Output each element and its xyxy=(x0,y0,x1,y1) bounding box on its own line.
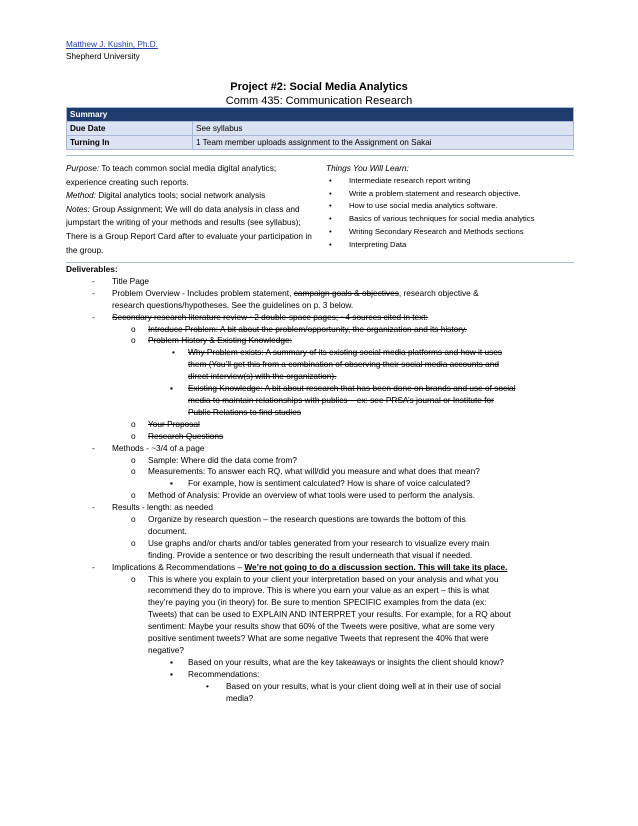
square-marker: ▪ xyxy=(170,656,173,667)
list-item xyxy=(66,443,574,455)
purpose-label: Purpose: xyxy=(66,163,100,173)
circle-marker: o xyxy=(131,466,136,477)
list-item xyxy=(66,657,574,669)
list-item xyxy=(66,419,574,431)
dash-marker: - xyxy=(92,502,95,513)
doing-well-line: Based on your results, what is your client doing well at in their use of social xyxy=(226,680,501,691)
document-title: Project #2: Social Media Analytics xyxy=(230,81,408,93)
problem-strike-text: campaign goals & objectives xyxy=(293,287,399,298)
bullet-marker: • xyxy=(172,347,175,358)
list-item xyxy=(66,383,574,395)
circle-marker: o xyxy=(131,573,136,584)
list-item xyxy=(66,466,574,478)
turning-in-value: 1 Team member uploads assignment to the Assignment on Sakai xyxy=(193,136,574,150)
due-date-label: Due Date xyxy=(67,122,193,136)
deliverables-heading: Deliverables: xyxy=(66,264,118,274)
dash-marker: - xyxy=(92,442,95,453)
list-item xyxy=(66,478,574,490)
list-item xyxy=(66,681,574,693)
bullet-marker: • xyxy=(206,680,209,691)
why-problem-line: direct interview(s) with the organization). xyxy=(188,371,337,382)
list-item: • Basics of various techniques for social media analytics xyxy=(326,213,574,226)
circle-marker: o xyxy=(131,418,136,429)
list-item xyxy=(66,431,574,443)
why-problem-line: them (You’ll get this from a combination of observing their social media accounts and xyxy=(188,359,499,370)
problem-text-c: research questions/hypotheses. See the guidelines on p. 3 below. xyxy=(112,299,354,310)
example-item: For example, how is sentiment calculated? How is share of voice calculated? xyxy=(188,478,471,489)
course-title: Comm 435: Communication Research xyxy=(225,95,413,107)
square-marker: ▪ xyxy=(170,668,173,679)
methods-item: Methods - ~3/4 of a page xyxy=(112,442,205,453)
dash-marker: - xyxy=(92,561,95,572)
organize-line: document. xyxy=(148,525,187,536)
due-date-row xyxy=(67,122,574,136)
section-divider xyxy=(66,155,574,156)
author-name[interactable]: Matthew J. Kushin, Ph.D. xyxy=(66,40,158,49)
graphs-line: finding. Provide a sentence or two describing the result underneath that visual if needed. xyxy=(148,549,473,560)
results-item: Results - length: as needed xyxy=(112,502,214,513)
problem-text-a: Problem Overview - Includes problem statement, xyxy=(112,287,294,298)
list-item xyxy=(66,324,574,336)
list-item xyxy=(66,455,574,467)
list-item xyxy=(66,490,574,502)
things-you-will-learn xyxy=(326,162,574,252)
organize-line: Organize by research question – the research questions are towards the bottom of this xyxy=(148,514,466,525)
list-item xyxy=(66,347,574,359)
dash-marker: - xyxy=(92,275,95,286)
existing-knowledge-line: Public Relations to find studies xyxy=(188,406,301,417)
intro-problem-item: Introduce Problem: A bit about the problem/opportunity, the organization and its history. xyxy=(148,323,467,334)
explain-line: positive sentiment tweets? What are some negative Tweets that represent the 40% that were xyxy=(148,633,489,644)
existing-knowledge-line: media to maintain relationships with publics – ex: see PRSA’s journal or Institute for xyxy=(188,394,494,405)
summary-heading: Summary xyxy=(67,108,574,122)
why-problem-line: Why Problem exists: A summary of its existing social media platforms and how it uses xyxy=(188,347,503,358)
explain-line: recommend they do to improve. This is where you earn your value as an expert – this is what xyxy=(148,585,490,596)
list-item: • Interpreting Data xyxy=(326,239,574,252)
square-marker: ▪ xyxy=(170,383,173,394)
list-item xyxy=(66,562,574,574)
list-item xyxy=(66,312,574,324)
circle-marker: o xyxy=(131,490,136,501)
recommendations-item: Recommendations: xyxy=(188,668,260,679)
notes-label: Notes: xyxy=(66,203,90,214)
things-list xyxy=(326,175,574,252)
explain-line: Tweets) that can be used to EXPLAIN AND INTERPRET your results. For example, for a RQ about xyxy=(148,609,511,620)
list-item xyxy=(66,669,574,681)
deliverables-section xyxy=(66,264,574,705)
existing-knowledge-line: Existing Knowledge: A bit about research that has been done on brands and use of social xyxy=(188,383,516,394)
list-item xyxy=(66,502,574,514)
purpose-text: To teach common social media digital analytics; experience creating such reports. xyxy=(66,163,277,187)
explain-line: sentiment: Maybe your results show that 60% of the Tweets were positive, what are some very xyxy=(148,621,495,632)
list-item xyxy=(66,276,574,288)
list-item: • Writing Secondary Research and Methods sections xyxy=(326,226,574,239)
method-text: Digital analytics tools; social network analysis xyxy=(95,190,266,201)
list-item xyxy=(66,288,574,300)
list-item xyxy=(66,514,574,526)
purpose-section xyxy=(66,162,318,257)
section-divider xyxy=(66,262,574,263)
circle-marker: o xyxy=(131,454,136,465)
doing-well-line: media? xyxy=(226,692,254,703)
summary-table xyxy=(66,107,574,150)
your-proposal-item: Your Proposal xyxy=(148,418,200,429)
list-item: • How to use social media analytics software. xyxy=(326,200,574,213)
explain-line: they’re paying you (in theory) for. Be sure to mention SPECIFIC examples from the data (ex: xyxy=(148,597,487,608)
circle-marker: o xyxy=(131,335,136,346)
method-label: Method: xyxy=(66,190,96,201)
circle-marker: o xyxy=(131,323,136,334)
circle-marker: o xyxy=(131,537,136,548)
things-heading: Things You Will Learn: xyxy=(326,163,409,173)
square-marker: ▪ xyxy=(170,478,173,489)
list-item xyxy=(66,574,574,586)
explain-line: This is where you explain to your client your interpretation based on your analysis and what you xyxy=(148,573,499,584)
notes-text: Group Assignment; We will do data analysis in class and jumpstart the writing of your methods and results (see syllabus); There is a Group Report Card after to evaluate your participation in the group. xyxy=(66,203,312,255)
explain-line: negative? xyxy=(148,645,184,655)
list-item xyxy=(66,538,574,550)
takeaways-item: Based on your results, what are the key takeaways or insights the client should know? xyxy=(188,656,504,667)
problem-text-b: , research objective & xyxy=(398,287,479,298)
implications-emphasis: We’re not going to do a discussion section. This will take its place. xyxy=(244,561,508,572)
list-item: • Intermediate research report writing xyxy=(326,175,574,188)
turning-in-label: Turning In xyxy=(67,136,193,150)
list-item xyxy=(66,335,574,347)
sample-item: Sample: Where did the data come from? xyxy=(148,454,297,465)
measurements-item: Measurements: To answer each RQ, what will/did you measure and what does that mean? xyxy=(148,466,480,477)
circle-marker: o xyxy=(131,430,136,441)
secondary-research-item: Secondary research literature review ~2 double-space pages; ~4 sources cited in text: xyxy=(112,311,428,322)
problem-history-item: Problem History & Existing Knowledge: xyxy=(148,335,292,346)
method-analysis-item: Method of Analysis: Provide an overview of what tools were used to perform the analysis. xyxy=(148,490,475,501)
summary-heading-row xyxy=(67,108,574,122)
due-date-value: See syllabus xyxy=(193,122,574,136)
turning-in-row xyxy=(67,136,574,150)
implications-text: Implications & Recommendations – xyxy=(112,561,245,572)
dash-marker: - xyxy=(92,311,95,322)
title-page-item: Title Page xyxy=(112,275,150,286)
university-name: Shepherd University xyxy=(66,52,140,61)
dash-marker: - xyxy=(92,287,95,298)
research-questions-item: Research Questions xyxy=(148,430,224,441)
list-item: • Write a problem statement and research objective. xyxy=(326,188,574,201)
circle-marker: o xyxy=(131,514,136,525)
graphs-line: Use graphs and/or charts and/or tables generated from your research to visualize every main xyxy=(148,537,490,548)
